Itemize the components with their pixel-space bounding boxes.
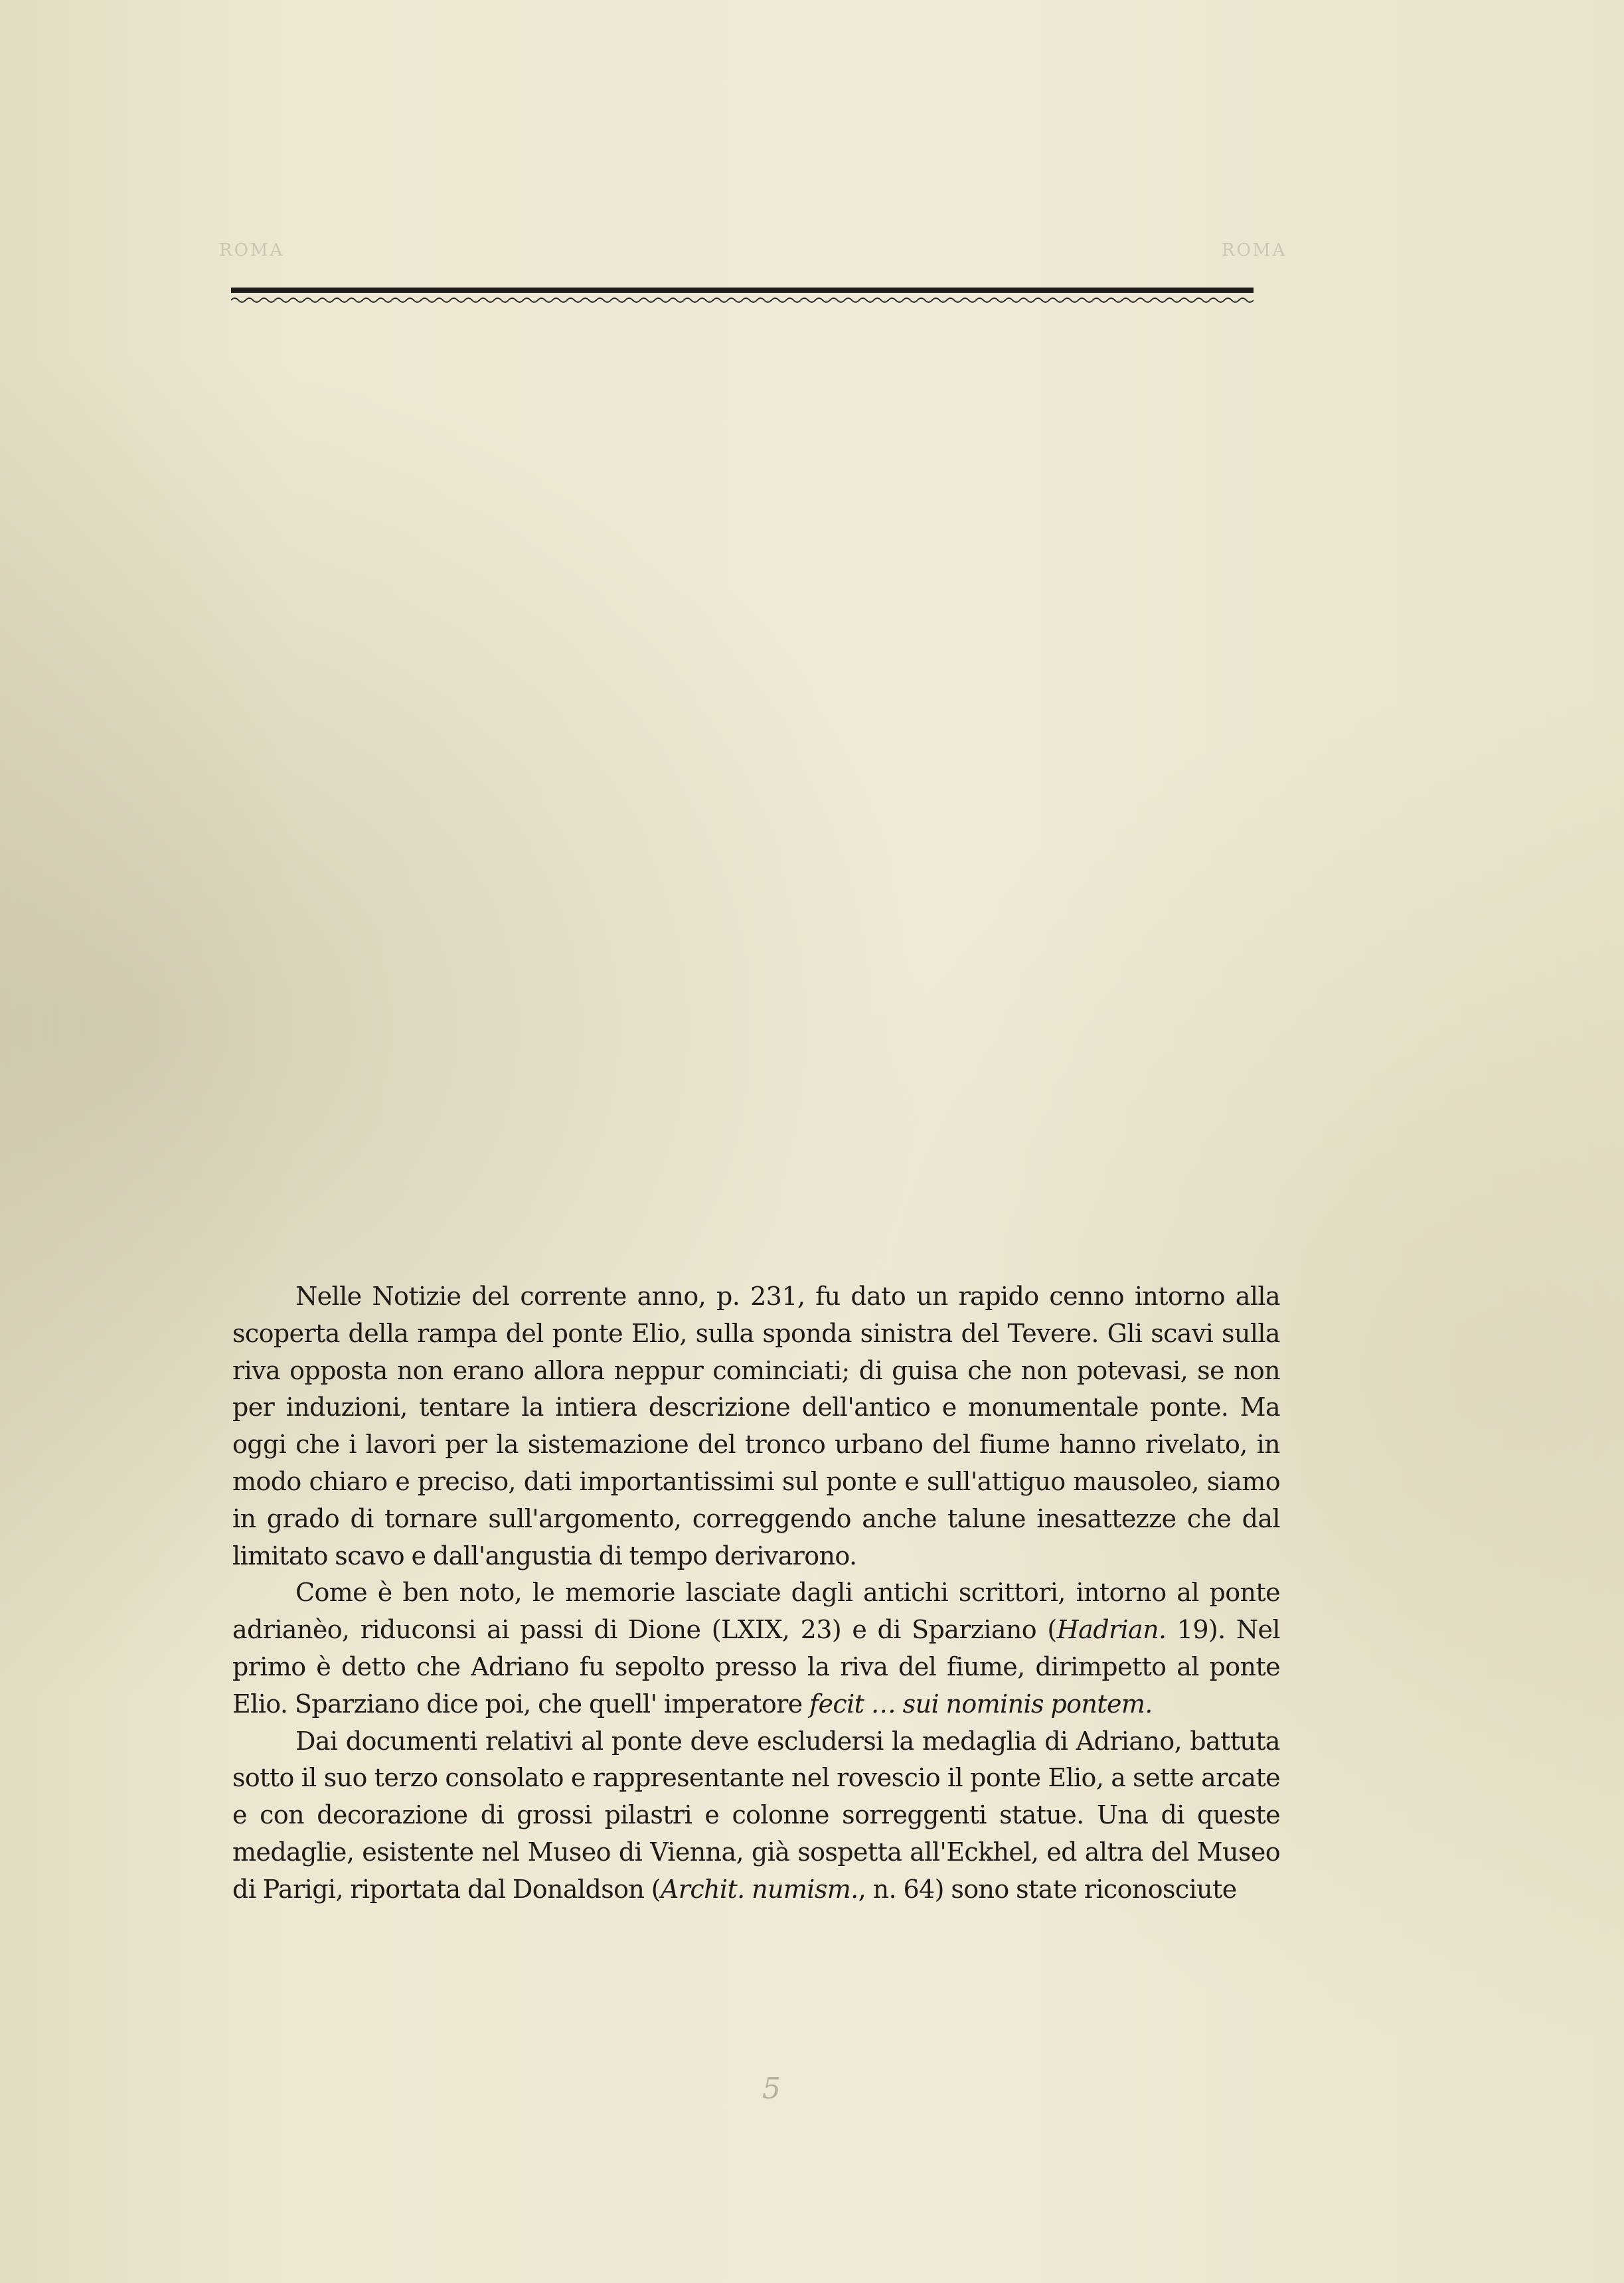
citation-archit-numism: Archit. numism. — [660, 1874, 858, 1904]
paragraph-2 — [232, 1574, 1280, 1723]
header-wavy-rule — [231, 295, 1254, 305]
paragraph-3-text-b: , n. 64) sono state riconosciute — [858, 1874, 1237, 1904]
paragraph-3-text-a: Dai documenti relativi al ponte deve escludersi la medaglia di Adriano, battuta sotto il suo terzo consolato e rappresentante nel rovescio il ponte Elio, a sette arcate e con decorazione di grossi pilastri e colonne sorreggenti statue. Una di queste medaglie, esistente nel Museo di Vienna, già sospetta all'Eckhel, ed altra del Museo di Parigi, riportata dal Donaldson ( — [232, 1726, 1280, 1904]
paragraph-1-text: Nelle Notizie del corrente anno, p. 231, fu dato un rapido cenno intorno alla scoperta della rampa del ponte Elio, sulla sponda sinistra del Tevere. Gli scavi sulla riva opposta non erano allora neppur cominciati; di guisa che non potevasi, se non per induzioni, tentare la intiera descrizione dell'antico e monumentale ponte. Ma oggi che i lavori per la sistemazione del tronco urbano del fiume hanno rivelato, in modo chiaro e preciso, dati importantissimi sul ponte e sull'attiguo mausoleo, siamo in grado di tornare sull'argomento, correggendo anche talune inesattezze che dal limitato scavo e dall'angustia di tempo derivarono. — [232, 1282, 1280, 1570]
paragraph-1 — [232, 1278, 1280, 1574]
latin-quote: fecit … sui nominis pontem. — [809, 1689, 1153, 1719]
article-body — [232, 1278, 1280, 1908]
paragraph-2-text-a: Come è ben noto, le memorie lasciate dagli antichi scrittori, intorno al ponte adrianèo, riduconsi ai passi di Dione (LXIX, 23) e di Sparziano ( — [232, 1578, 1280, 1645]
paragraph-2-text-b: 19). Nel primo è detto che Adriano fu sepolto presso la riva del fiume, dirimpetto al ponte Elio. Sparziano dice poi, che quell' imperatore — [232, 1615, 1280, 1719]
header-thick-rule — [231, 288, 1254, 293]
bleed-through-header-left: ROMA — [219, 240, 285, 260]
paragraph-3 — [232, 1723, 1280, 1908]
citation-hadrian: Hadrian. — [1056, 1615, 1167, 1645]
pencil-page-mark: 5 — [762, 2072, 781, 2106]
bleed-through-header-right: ROMA — [1222, 240, 1287, 260]
